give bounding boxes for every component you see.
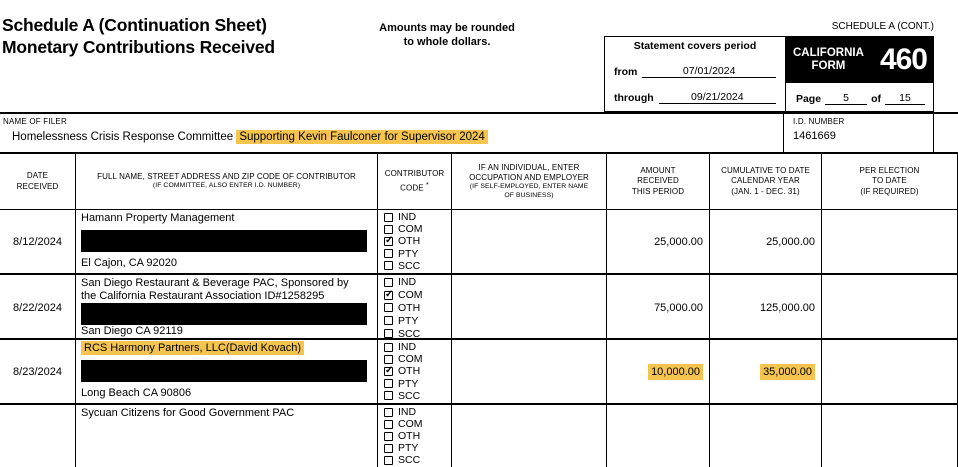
header-line: RECEIVED	[16, 181, 59, 191]
header-line: IF AN INDIVIDUAL, ENTER	[478, 162, 580, 172]
filer-section	[0, 112, 958, 152]
of-label: of	[871, 93, 881, 105]
amount-received-cell	[607, 210, 710, 273]
code-option-scc	[384, 454, 451, 466]
contributor-city-state-zip: El Cajon, CA 92020	[81, 256, 178, 269]
occupation-employer-cell	[452, 405, 607, 467]
contributor-name-line	[81, 407, 373, 420]
period-and-form-box	[604, 36, 934, 112]
column-header-cumulative-to-date	[710, 154, 822, 209]
checkbox-ind-icon	[384, 213, 393, 222]
header-line: TO DATE	[872, 176, 907, 186]
header-line: (JAN. 1 - DEC. 31)	[731, 186, 800, 196]
id-number-box	[783, 114, 934, 154]
column-header-per-election	[822, 154, 958, 209]
date-received-cell	[0, 210, 76, 273]
header-line: CUMULATIVE TO DATE	[721, 165, 810, 175]
code-option-label: SCC	[398, 259, 421, 272]
schedule-cont-label: SCHEDULE A (CONT.)	[831, 21, 934, 32]
checkbox-com-icon	[384, 225, 393, 234]
code-option-label: COM	[398, 353, 423, 366]
code-option-ind	[384, 406, 451, 418]
header-line: PER ELECTION	[859, 165, 920, 175]
column-header-contributor-name	[76, 154, 378, 209]
amount-received-value: 10,000.00	[648, 364, 703, 380]
code-option-com	[384, 289, 451, 301]
contributor-name-line	[81, 212, 373, 225]
contributor-name	[81, 212, 373, 225]
amount-received-cell	[607, 340, 710, 403]
date-received-cell	[0, 340, 76, 403]
code-option-label: PTY	[398, 442, 419, 454]
checked-checkbox-oth-icon	[384, 367, 393, 376]
checkbox-oth-icon	[384, 432, 393, 441]
cumulative-to-date-value: 35,000.00	[760, 364, 815, 380]
contributor-name	[81, 407, 373, 420]
redacted-street-address	[81, 230, 367, 252]
code-option-oth	[384, 365, 451, 377]
contributor-code-cell	[378, 275, 452, 341]
checkbox-ind-icon	[384, 343, 393, 352]
contributor-name	[81, 277, 373, 303]
header-line: RECEIVED	[637, 176, 679, 186]
through-date-value: 09/21/2024	[659, 91, 776, 104]
checked-checkbox-oth-icon	[384, 237, 393, 246]
filer-name	[12, 131, 488, 143]
table-row	[0, 405, 958, 466]
column-header-occupation-employer	[452, 154, 607, 209]
header-line: CALENDAR YEAR	[731, 176, 800, 186]
header-subline: OF BUSINESS)	[504, 191, 554, 199]
header-line: AMOUNT	[640, 165, 676, 175]
california-form-label	[793, 47, 864, 73]
occupation-employer-cell	[452, 275, 607, 341]
per-election-to-date-cell	[822, 275, 958, 341]
code-option-com	[384, 223, 451, 235]
code-option-label: SCC	[398, 389, 421, 402]
cumulative-to-date-cell	[710, 275, 822, 341]
amount-received-cell	[607, 275, 710, 341]
checkbox-scc-icon	[384, 391, 393, 400]
date-received-value: 8/12/2024	[13, 235, 62, 248]
contributor-name-line	[81, 290, 373, 303]
contributor-cell	[76, 405, 378, 467]
checkbox-ind-icon	[384, 408, 393, 417]
statement-period-title: Statement covers period	[633, 40, 757, 52]
header-line: DATE	[26, 171, 49, 181]
page-number-value: 5	[825, 92, 867, 105]
contributor-code-cell	[378, 210, 452, 273]
redacted-street-address	[81, 303, 367, 325]
period-from-row	[614, 65, 776, 78]
code-option-label: PTY	[398, 247, 419, 260]
code-option-label: COM	[398, 418, 423, 430]
contributor-name-line	[81, 277, 373, 290]
code-option-ind	[384, 276, 451, 288]
from-date-value: 07/01/2024	[642, 65, 776, 78]
code-option-label: PTY	[398, 314, 419, 327]
california-form-box	[786, 37, 933, 111]
california-form-banner	[786, 37, 933, 83]
code-option-label: SCC	[398, 327, 421, 340]
checkbox-scc-icon	[384, 261, 393, 270]
header-subline: (IF COMMITTEE, ALSO ENTER I.D. NUMBER)	[152, 182, 301, 190]
amount-received-value: 25,000.00	[654, 235, 703, 248]
contributor-name-text: the California Restaurant Association ID#1258295	[81, 289, 325, 302]
occupation-employer-cell	[452, 210, 607, 273]
header-line: (IF REQUIRED)	[860, 186, 919, 196]
header-line: THIS PERIOD	[631, 186, 685, 196]
from-label: from	[614, 66, 638, 78]
page-number-row	[786, 83, 933, 111]
checkbox-com-icon	[384, 420, 393, 429]
contributor-name	[81, 342, 373, 355]
contributor-name-text: Hamann Property Management	[81, 212, 235, 224]
contributor-name-line	[81, 342, 373, 355]
code-option-label: OTH	[398, 235, 421, 248]
date-received-value: 8/23/2024	[13, 365, 62, 378]
code-option-label: COM	[398, 223, 423, 236]
code-option-label: IND	[398, 406, 417, 418]
code-option-ind	[384, 211, 451, 223]
code-option-label: COM	[398, 289, 423, 302]
page-label: Page	[795, 93, 822, 105]
code-option-com	[384, 353, 451, 365]
cumulative-to-date-value: 25,000.00	[766, 235, 815, 248]
code-option-pty	[384, 248, 451, 260]
code-option-label: PTY	[398, 377, 419, 390]
id-number-label: I.D. NUMBER	[793, 117, 845, 126]
rounding-note-line-1: Amounts may be rounded	[379, 22, 515, 34]
code-option-ind	[384, 341, 451, 353]
cumulative-to-date-cell	[710, 210, 822, 273]
rounding-note	[352, 21, 542, 50]
rounding-note-line-2: to whole dollars.	[403, 36, 491, 49]
checkbox-ind-icon	[384, 278, 393, 287]
filer-name-highlighted: Supporting Kevin Faulconer for Supervisor 2024	[236, 130, 487, 144]
cumulative-to-date-cell	[710, 340, 822, 403]
contributor-code-cell	[378, 405, 452, 467]
checkbox-pty-icon	[384, 316, 393, 325]
cumulative-to-date-cell	[710, 405, 822, 467]
code-option-oth	[384, 235, 451, 247]
checkbox-pty-icon	[384, 444, 393, 453]
contributions-table	[0, 152, 958, 466]
contributor-cell	[76, 210, 378, 273]
table-row	[0, 340, 958, 405]
code-option-label: OTH	[398, 430, 421, 442]
statement-covers-period-box	[605, 37, 786, 111]
date-received-value: 8/22/2024	[13, 302, 62, 315]
code-option-oth	[384, 302, 451, 314]
code-option-oth	[384, 430, 451, 442]
per-election-to-date-cell	[822, 340, 958, 403]
code-option-label: OTH	[398, 365, 421, 378]
filer-name-plain: Homelessness Crisis Response Committee	[12, 131, 237, 143]
table-row	[0, 210, 958, 275]
per-election-to-date-cell	[822, 405, 958, 467]
header-line: CODE *	[400, 179, 429, 193]
id-number-value: 1461669	[793, 130, 836, 142]
code-option-pty	[384, 315, 451, 327]
code-option-pty	[384, 442, 451, 454]
table-body	[0, 210, 958, 466]
code-option-scc	[384, 390, 451, 402]
contributor-cell	[76, 340, 378, 403]
total-pages-value: 15	[885, 92, 925, 105]
cumulative-to-date-value: 125,000.00	[759, 302, 815, 315]
contributor-code-cell	[378, 340, 452, 403]
code-option-label: IND	[398, 341, 417, 354]
checkbox-pty-icon	[384, 249, 393, 258]
code-option-label: SCC	[398, 454, 421, 466]
checkbox-oth-icon	[384, 303, 393, 312]
code-option-label: IND	[398, 276, 417, 289]
code-option-com	[384, 418, 451, 430]
date-received-cell	[0, 275, 76, 341]
state-label: CALIFORNIA	[792, 46, 864, 59]
code-option-label: OTH	[398, 301, 421, 314]
amount-received-value: 75,000.00	[654, 302, 703, 315]
code-option-scc	[384, 260, 451, 272]
form-number: 460	[879, 43, 927, 76]
through-label: through	[614, 92, 654, 104]
title-line-1: Schedule A (Continuation Sheet)	[2, 15, 267, 35]
code-option-scc	[384, 328, 451, 340]
contributor-cell	[76, 275, 378, 341]
contributor-name-text: San Diego Restaurant & Beverage PAC, Sponsored by	[81, 277, 349, 289]
column-header-amount-received	[607, 154, 710, 209]
header-subline: (IF SELF-EMPLOYED, ENTER NAME	[469, 183, 589, 191]
name-of-filer-label: NAME OF FILER	[3, 117, 67, 126]
column-header-contributor-code	[378, 154, 452, 209]
date-received-cell	[0, 405, 76, 467]
code-option-pty	[384, 378, 451, 390]
redacted-street-address	[81, 360, 367, 382]
column-header-date-received	[0, 154, 76, 209]
code-option-label: IND	[398, 211, 417, 224]
contributor-city-state-zip: San Diego CA 92119	[81, 324, 183, 337]
form-label: FORM	[811, 60, 846, 72]
contributor-name-text: Sycuan Citizens for Good Government PAC	[81, 407, 295, 419]
checked-checkbox-com-icon	[384, 291, 393, 300]
checkbox-com-icon	[384, 355, 393, 364]
header-line: OCCUPATION AND EMPLOYER	[469, 173, 589, 183]
header-line: CONTRIBUTOR	[384, 169, 445, 179]
contributor-name-text: RCS Harmony Partners, LLC(David Kovach)	[81, 341, 304, 355]
checkbox-pty-icon	[384, 379, 393, 388]
table-row	[0, 275, 958, 340]
checkbox-scc-icon	[384, 456, 393, 465]
contributor-city-state-zip: Long Beach CA 90806	[81, 386, 192, 399]
title-line-2: Monetary Contributions Received	[2, 36, 275, 57]
period-through-row	[614, 91, 776, 104]
occupation-employer-cell	[452, 340, 607, 403]
amount-received-cell	[607, 405, 710, 467]
checkbox-scc-icon	[384, 329, 393, 338]
per-election-to-date-cell	[822, 210, 958, 273]
page-title	[2, 15, 275, 58]
required-asterisk: *	[425, 179, 429, 189]
header-line: FULL NAME, STREET ADDRESS AND ZIP CODE OF CONTRIBUTOR	[97, 172, 356, 182]
table-header-row	[0, 152, 958, 210]
